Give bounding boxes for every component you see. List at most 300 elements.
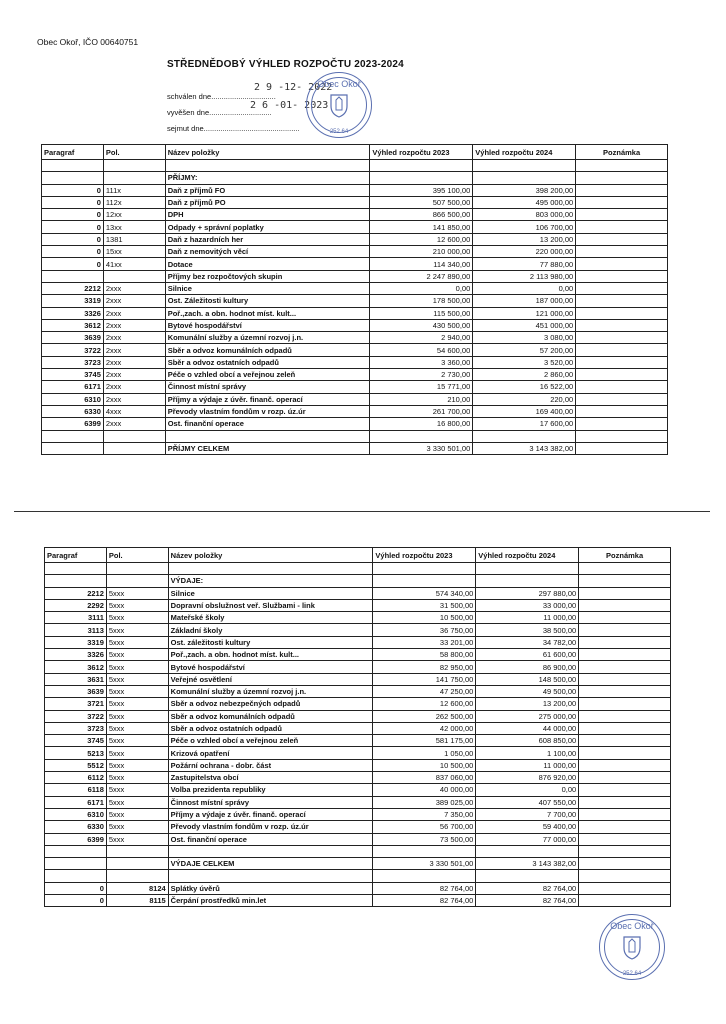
value-2024-cell: 33 000,00 [476, 599, 579, 611]
value-2024-cell: 148 500,00 [476, 673, 579, 685]
pol-cell: 4xxx [103, 405, 165, 417]
value-2024-cell: 11 000,00 [476, 612, 579, 624]
value-2023-cell: 3 360,00 [370, 356, 473, 368]
paragraf-cell: 0 [42, 221, 104, 233]
value-2023-cell: 73 500,00 [373, 833, 476, 845]
item-name-cell: Sběr a odvoz ostatních odpadů [165, 356, 370, 368]
paragraf-cell: 5213 [45, 747, 107, 759]
paragraf-cell: 6310 [42, 393, 104, 405]
table-row [45, 685, 671, 697]
item-name-cell: Ost. finanční operace [165, 418, 370, 430]
table-row [45, 649, 671, 661]
col-header-name: Název položky [165, 145, 370, 160]
item-name-cell: Převody vlastním fondům v rozp. úz.úr [168, 821, 373, 833]
note-cell [576, 221, 668, 233]
table-row [45, 735, 671, 747]
income-table [41, 144, 668, 455]
total-2024: 3 143 382,00 [476, 858, 579, 870]
table-row [45, 796, 671, 808]
stamp-number: 252 64 [622, 971, 642, 977]
empty-cell [576, 172, 668, 184]
item-name-cell: Sběr a odvoz nebezpečných odpadů [168, 698, 373, 710]
item-name-cell: Ost. Záležitosti kultury [165, 295, 370, 307]
pol-cell: 5xxx [106, 673, 168, 685]
table-row [42, 209, 668, 221]
value-2023-cell: 2 940,00 [370, 332, 473, 344]
value-2024-cell: 106 700,00 [473, 221, 576, 233]
stamp-text: Obec Okoř [317, 79, 361, 89]
table-row [45, 673, 671, 685]
value-2024-cell: 3 080,00 [473, 332, 576, 344]
value-2023-cell: 866 500,00 [370, 209, 473, 221]
paragraf-cell [42, 270, 104, 282]
section-divider [14, 511, 710, 512]
note-cell [579, 796, 671, 808]
value-2024-cell: 61 600,00 [476, 649, 579, 661]
total-2024: 3 143 382,00 [473, 442, 576, 454]
note-cell [579, 685, 671, 697]
value-2023-cell: 115 500,00 [370, 307, 473, 319]
empty-cell [106, 870, 168, 882]
item-name-cell: Daň z příjmů FO [165, 184, 370, 196]
value-2024-cell: 187 000,00 [473, 295, 576, 307]
pol-cell: 41xx [103, 258, 165, 270]
pol-cell: 5xxx [106, 612, 168, 624]
item-name-cell: Krizová opatření [168, 747, 373, 759]
pol-cell: 2xxx [103, 356, 165, 368]
item-name-cell: Silnice [165, 282, 370, 294]
item-name-cell: Základní školy [168, 624, 373, 636]
item-name-cell: Daň z hazardních her [165, 233, 370, 245]
value-2023-cell: 7 350,00 [373, 808, 476, 820]
pol-cell: 12xx [103, 209, 165, 221]
value-2024-cell: 169 400,00 [473, 405, 576, 417]
empty-cell [473, 172, 576, 184]
value-2024-cell: 0,00 [473, 282, 576, 294]
empty-cell [103, 160, 165, 172]
pol-cell: 8115 [106, 895, 168, 907]
note-cell [579, 772, 671, 784]
paragraf-cell: 3639 [45, 685, 107, 697]
table-row [42, 295, 668, 307]
pol-cell: 5xxx [106, 710, 168, 722]
note-cell [576, 369, 668, 381]
removed-label: sejmut dne.............................................. [167, 124, 300, 133]
note-cell [579, 722, 671, 734]
expense-section-row-label: VÝDAJE: [168, 575, 373, 587]
note-cell [576, 393, 668, 405]
value-2023-cell: 389 025,00 [373, 796, 476, 808]
table-row [42, 307, 668, 319]
table-row [45, 722, 671, 734]
empty-cell [106, 858, 168, 870]
empty-cell [476, 563, 579, 575]
removed-line [167, 124, 300, 133]
table-row [45, 599, 671, 611]
paragraf-cell: 3721 [45, 698, 107, 710]
col-header-pol: Pol. [106, 548, 168, 563]
posted-date: 2 6 -01- 2023 [250, 100, 329, 111]
note-cell [576, 442, 668, 454]
item-name-cell: Příjmy bez rozpočtových skupin [165, 270, 370, 282]
table-row [45, 895, 671, 907]
value-2024-cell: 2 113 980,00 [473, 270, 576, 282]
item-name-cell: Čerpání prostředků min.let [168, 895, 373, 907]
note-cell [576, 196, 668, 208]
item-name-cell: Daň z nemovitých věcí [165, 246, 370, 258]
value-2023-cell: 261 700,00 [370, 405, 473, 417]
paragraf-cell: 3319 [45, 636, 107, 648]
paragraf-cell: 6399 [45, 833, 107, 845]
value-2024-cell: 495 000,00 [473, 196, 576, 208]
empty-cell [45, 858, 107, 870]
item-name-cell: Daň z příjmů PO [165, 196, 370, 208]
table-row [42, 270, 668, 282]
empty-cell [473, 430, 576, 442]
pol-cell: 5xxx [106, 747, 168, 759]
table-row [45, 772, 671, 784]
total-2023: 3 330 501,00 [370, 442, 473, 454]
pol-cell: 5xxx [106, 821, 168, 833]
note-cell [576, 282, 668, 294]
stamp-text: Obec Okoř [610, 921, 654, 931]
item-name-cell: Příjmy a výdaje z úvěr. finanč. operací [168, 808, 373, 820]
paragraf-cell: 3326 [42, 307, 104, 319]
value-2024-cell: 608 850,00 [476, 735, 579, 747]
pol-cell: 5xxx [106, 649, 168, 661]
table-row [45, 747, 671, 759]
note-cell [576, 246, 668, 258]
approved-label: schválen dne............................... [167, 92, 276, 101]
note-cell [579, 612, 671, 624]
empty-cell [473, 160, 576, 172]
table-row [42, 246, 668, 258]
item-name-cell: Odpady + správní poplatky [165, 221, 370, 233]
paragraf-cell: 2292 [45, 599, 107, 611]
empty-cell [103, 442, 165, 454]
empty-cell [576, 430, 668, 442]
pol-cell: 5xxx [106, 685, 168, 697]
value-2023-cell: 82 764,00 [373, 895, 476, 907]
value-2023-cell: 837 060,00 [373, 772, 476, 784]
item-name-cell: Sběr a odvoz komunálních odpadů [168, 710, 373, 722]
table-row [45, 882, 671, 894]
pol-cell: 2xxx [103, 344, 165, 356]
stamp-number: 252 64 [329, 129, 349, 135]
paragraf-cell: 3113 [45, 624, 107, 636]
note-cell [576, 418, 668, 430]
item-name-cell: Silnice [168, 587, 373, 599]
value-2024-cell: 44 000,00 [476, 722, 579, 734]
item-name-cell: DPH [165, 209, 370, 221]
organization-line: Obec Okoř, IČO 00640751 [37, 37, 139, 47]
empty-cell [579, 845, 671, 857]
pol-cell: 15xx [103, 246, 165, 258]
item-name-cell: Ost. finanční operace [168, 833, 373, 845]
item-name-cell: Poř.,zach. a obn. hodnot míst. kult... [165, 307, 370, 319]
value-2023-cell: 1 050,00 [373, 747, 476, 759]
table-row [45, 661, 671, 673]
item-name-cell: Volba prezidenta republiky [168, 784, 373, 796]
value-2023-cell: 36 750,00 [373, 624, 476, 636]
item-name-cell: Sběr a odvoz komunálních odpadů [165, 344, 370, 356]
pol-cell: 5xxx [106, 698, 168, 710]
table-row [45, 759, 671, 771]
table-row [42, 258, 668, 270]
value-2023-cell: 262 500,00 [373, 710, 476, 722]
value-2023-cell: 58 800,00 [373, 649, 476, 661]
table-row [45, 784, 671, 796]
paragraf-cell: 3745 [45, 735, 107, 747]
paragraf-cell: 6310 [45, 808, 107, 820]
note-cell [576, 356, 668, 368]
empty-row [42, 160, 668, 172]
total-row [42, 442, 668, 454]
posted-label: vyvěšen dne.............................. [167, 108, 272, 117]
paragraf-cell: 3612 [45, 661, 107, 673]
paragraf-cell: 6330 [45, 821, 107, 833]
value-2023-cell: 16 800,00 [370, 418, 473, 430]
item-name-cell: Komunální služby a územní rozvoj j.n. [168, 685, 373, 697]
value-2024-cell: 876 920,00 [476, 772, 579, 784]
pol-cell: 112x [103, 196, 165, 208]
value-2024-cell: 2 860,00 [473, 369, 576, 381]
table-row [42, 344, 668, 356]
value-2023-cell: 210 000,00 [370, 246, 473, 258]
value-2023-cell: 42 000,00 [373, 722, 476, 734]
paragraf-cell: 6399 [42, 418, 104, 430]
empty-cell [373, 563, 476, 575]
paragraf-cell: 3745 [42, 369, 104, 381]
value-2023-cell: 15 771,00 [370, 381, 473, 393]
pol-cell: 5xxx [106, 624, 168, 636]
pol-cell: 2xxx [103, 282, 165, 294]
table-row [42, 369, 668, 381]
col-header-2024: Výhled rozpočtu 2024 [476, 548, 579, 563]
empty-cell [370, 160, 473, 172]
total-label: PŘÍJMY CELKEM [165, 442, 370, 454]
pol-cell: 2xxx [103, 418, 165, 430]
pol-cell: 5xxx [106, 636, 168, 648]
value-2024-cell: 3 520,00 [473, 356, 576, 368]
value-2024-cell: 82 764,00 [476, 895, 579, 907]
table-header-row [42, 145, 668, 160]
table-row [45, 636, 671, 648]
note-cell [576, 332, 668, 344]
value-2024-cell: 220 000,00 [473, 246, 576, 258]
note-cell [579, 710, 671, 722]
value-2023-cell: 47 250,00 [373, 685, 476, 697]
total-2023: 3 330 501,00 [373, 858, 476, 870]
pol-cell: 2xxx [103, 295, 165, 307]
value-2023-cell: 31 500,00 [373, 599, 476, 611]
empty-cell [373, 845, 476, 857]
table-row [42, 196, 668, 208]
pol-cell: 2xxx [103, 319, 165, 331]
value-2024-cell: 13 200,00 [476, 698, 579, 710]
paragraf-cell: 6330 [42, 405, 104, 417]
official-stamp-top [306, 72, 372, 138]
value-2023-cell: 82 764,00 [373, 882, 476, 894]
paragraf-cell: 3722 [45, 710, 107, 722]
table-row [42, 393, 668, 405]
empty-cell [42, 442, 104, 454]
value-2023-cell: 10 500,00 [373, 612, 476, 624]
value-2023-cell: 178 500,00 [370, 295, 473, 307]
note-cell [579, 587, 671, 599]
note-cell [579, 673, 671, 685]
value-2024-cell: 86 900,00 [476, 661, 579, 673]
paragraf-cell: 3111 [45, 612, 107, 624]
value-2024-cell: 59 400,00 [476, 821, 579, 833]
item-name-cell: Bytové hospodářství [165, 319, 370, 331]
pol-cell: 2xxx [103, 393, 165, 405]
empty-cell [42, 430, 104, 442]
empty-cell [165, 430, 370, 442]
pol-cell: 5xxx [106, 784, 168, 796]
table-row [42, 233, 668, 245]
paragraf-cell: 3639 [42, 332, 104, 344]
value-2023-cell: 12 600,00 [373, 698, 476, 710]
note-cell [576, 209, 668, 221]
table-row [45, 698, 671, 710]
value-2024-cell: 297 880,00 [476, 587, 579, 599]
value-2023-cell: 581 175,00 [373, 735, 476, 747]
paragraf-cell: 3723 [42, 356, 104, 368]
note-cell [579, 821, 671, 833]
value-2023-cell: 210,00 [370, 393, 473, 405]
pol-cell: 5xxx [106, 587, 168, 599]
paragraf-cell: 0 [42, 184, 104, 196]
col-header-2023: Výhled rozpočtu 2023 [370, 145, 473, 160]
paragraf-cell: 6118 [45, 784, 107, 796]
document-title: STŘEDNĚDOBÝ VÝHLED ROZPOČTU 2023-2024 [167, 59, 404, 70]
table-row [42, 319, 668, 331]
value-2023-cell: 141 850,00 [370, 221, 473, 233]
item-name-cell: Péče o vzhled obcí a veřejnou zeleň [168, 735, 373, 747]
value-2024-cell: 220,00 [473, 393, 576, 405]
paragraf-cell: 0 [45, 882, 107, 894]
empty-cell [45, 845, 107, 857]
table-row [45, 821, 671, 833]
item-name-cell: Mateřské školy [168, 612, 373, 624]
paragraf-cell: 0 [42, 246, 104, 258]
note-cell [576, 405, 668, 417]
col-header-name: Název položky [168, 548, 373, 563]
table-row [42, 332, 668, 344]
empty-cell [42, 160, 104, 172]
pol-cell: 5xxx [106, 796, 168, 808]
note-cell [579, 661, 671, 673]
paragraf-cell: 2212 [42, 282, 104, 294]
value-2024-cell: 49 500,00 [476, 685, 579, 697]
value-2024-cell: 77 000,00 [476, 833, 579, 845]
col-header-2024: Výhled rozpočtu 2024 [473, 145, 576, 160]
expense-table [44, 547, 671, 907]
value-2024-cell: 77 880,00 [473, 258, 576, 270]
value-2024-cell: 17 600,00 [473, 418, 576, 430]
value-2024-cell: 11 000,00 [476, 759, 579, 771]
note-cell [576, 295, 668, 307]
table-row [45, 808, 671, 820]
value-2023-cell: 56 700,00 [373, 821, 476, 833]
item-name-cell: Zastupitelstva obcí [168, 772, 373, 784]
pol-cell: 1381 [103, 233, 165, 245]
value-2024-cell: 38 500,00 [476, 624, 579, 636]
value-2024-cell: 451 000,00 [473, 319, 576, 331]
pol-cell: 5xxx [106, 808, 168, 820]
pol-cell: 5xxx [106, 735, 168, 747]
value-2024-cell: 803 000,00 [473, 209, 576, 221]
pol-cell: 13xx [103, 221, 165, 233]
paragraf-cell: 3319 [42, 295, 104, 307]
empty-cell [579, 563, 671, 575]
empty-row [45, 845, 671, 857]
pol-cell: 2xxx [103, 332, 165, 344]
paragraf-cell: 0 [42, 233, 104, 245]
pol-cell: 8124 [106, 882, 168, 894]
note-cell [579, 636, 671, 648]
pol-cell: 5xxx [106, 772, 168, 784]
col-header-note: Poznámka [579, 548, 671, 563]
empty-row [42, 430, 668, 442]
value-2023-cell: 574 340,00 [373, 587, 476, 599]
value-2023-cell: 12 600,00 [370, 233, 473, 245]
note-cell [579, 735, 671, 747]
value-2024-cell: 13 200,00 [473, 233, 576, 245]
empty-cell [103, 430, 165, 442]
value-2023-cell: 54 600,00 [370, 344, 473, 356]
value-2024-cell: 1 100,00 [476, 747, 579, 759]
value-2024-cell: 275 000,00 [476, 710, 579, 722]
note-cell [579, 784, 671, 796]
coat-of-arms-icon [621, 934, 643, 960]
pol-cell: 5xxx [106, 833, 168, 845]
empty-cell [168, 845, 373, 857]
paragraf-cell: 3722 [42, 344, 104, 356]
table-row [42, 184, 668, 196]
note-cell [579, 895, 671, 907]
value-2024-cell: 16 522,00 [473, 381, 576, 393]
empty-cell [373, 575, 476, 587]
value-2024-cell: 407 550,00 [476, 796, 579, 808]
item-name-cell: Péče o vzhled obcí a veřejnou zeleň [165, 369, 370, 381]
paragraf-cell: 3612 [42, 319, 104, 331]
empty-cell [106, 845, 168, 857]
empty-cell [373, 870, 476, 882]
col-header-note: Poznámka [576, 145, 668, 160]
official-stamp-bottom [599, 914, 665, 980]
item-name-cell: Převody vlastním fondům v rozp. úz.úr [165, 405, 370, 417]
value-2024-cell: 7 700,00 [476, 808, 579, 820]
note-cell [576, 258, 668, 270]
col-header-pol: Pol. [103, 145, 165, 160]
approved-date: 2 9 -12- 2022 [254, 82, 333, 93]
empty-cell [370, 172, 473, 184]
pol-cell [103, 270, 165, 282]
empty-cell [476, 870, 579, 882]
paragraf-cell: 0 [42, 196, 104, 208]
note-cell [579, 759, 671, 771]
value-2024-cell: 121 000,00 [473, 307, 576, 319]
paragraf-cell: 6171 [42, 381, 104, 393]
item-name-cell: Veřejné osvětlení [168, 673, 373, 685]
value-2023-cell: 141 750,00 [373, 673, 476, 685]
table-row [45, 710, 671, 722]
table-row [42, 418, 668, 430]
note-cell [576, 270, 668, 282]
item-name-cell: Poř.,zach. a obn. hodnot míst. kult... [168, 649, 373, 661]
